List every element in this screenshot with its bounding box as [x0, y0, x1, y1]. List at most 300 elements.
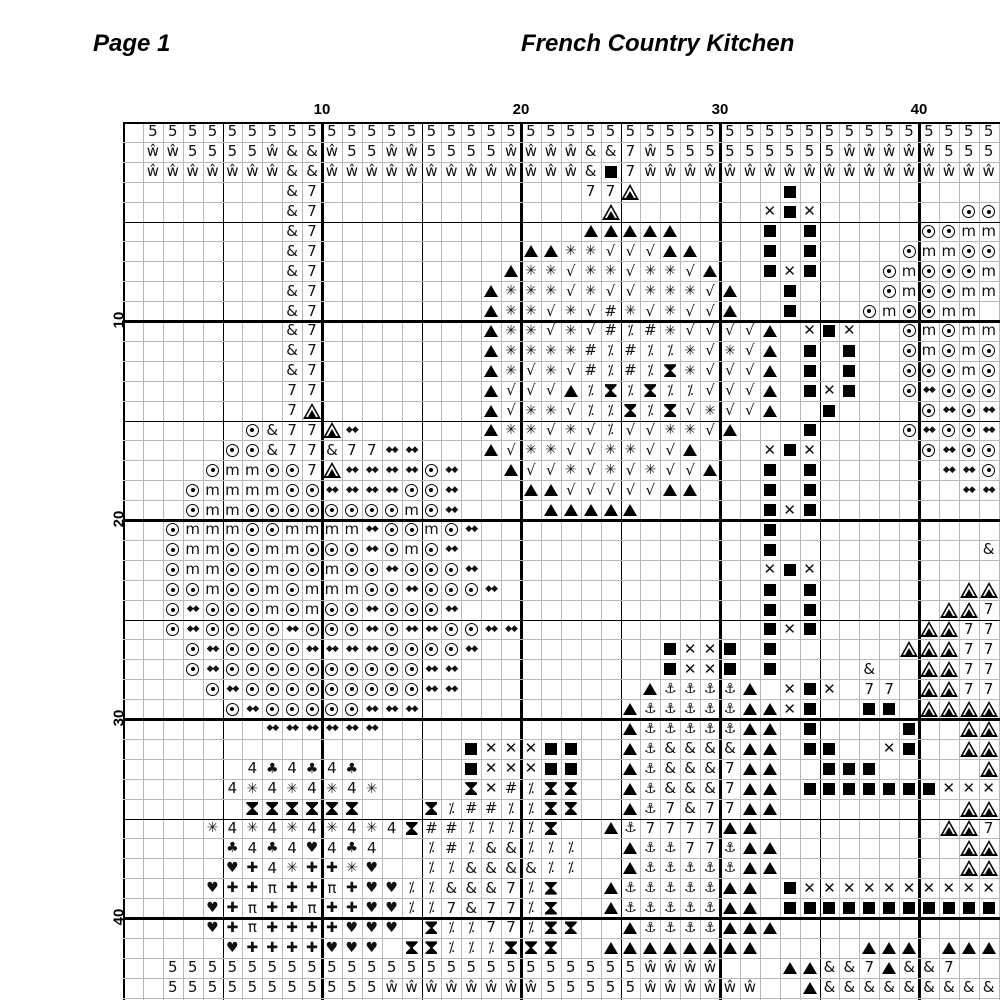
- anchor-icon: ⚓: [644, 840, 657, 857]
- symbol-w-hat: ŵ: [882, 162, 896, 181]
- dotted-circle-icon: [461, 620, 481, 640]
- double-diamond-icon: ◆◆: [505, 623, 517, 634]
- filled-square-icon: [839, 341, 859, 361]
- dotted-circle-icon: [223, 600, 243, 620]
- dotted-circle-icon: [203, 600, 223, 620]
- filled-triangle-icon: [760, 401, 780, 421]
- filled-triangle-icon: [660, 480, 680, 500]
- symbol-5: 5: [267, 958, 278, 977]
- symbol-w-hat: ŵ: [564, 162, 577, 181]
- symbol-ampersand: &: [286, 221, 298, 240]
- filled-square-icon: [879, 699, 899, 719]
- symbol-5: 5: [983, 142, 994, 161]
- cross-icon: ✕: [484, 739, 498, 758]
- asterisk-icon: ✳: [544, 442, 557, 459]
- filled-triangle-icon: [481, 301, 501, 321]
- hash-icon: #: [644, 321, 657, 340]
- dotted-circle-icon: [322, 699, 342, 719]
- double-diamond-icon: ◆◆: [405, 703, 418, 714]
- checkmark-icon: √: [526, 361, 536, 380]
- filled-square-icon: [820, 779, 840, 799]
- dotted-circle-icon: [342, 600, 362, 620]
- dotted-circle-icon: [183, 639, 203, 659]
- hourglass-icon: [621, 401, 641, 421]
- hourglass-icon: [541, 779, 561, 799]
- filled-square-icon: [919, 779, 939, 799]
- hourglass-icon: [561, 799, 581, 819]
- symbol-5: 5: [944, 142, 954, 161]
- dotted-circle-icon: [302, 699, 322, 719]
- filled-triangle-icon: [680, 440, 700, 460]
- filled-square-icon: [760, 600, 780, 620]
- filled-square-icon: [760, 500, 780, 520]
- double-diamond-icon: ◆◆: [345, 723, 358, 734]
- symbol-7: 7: [725, 759, 735, 778]
- symbol-5: 5: [386, 122, 397, 141]
- dotted-circle-icon: [262, 679, 282, 699]
- symbol-5: 5: [426, 142, 437, 161]
- symbol-7: 7: [307, 221, 317, 240]
- dotted-circle-icon: [342, 500, 362, 520]
- double-diamond-icon: ◆◆: [425, 683, 438, 694]
- dotted-circle-icon: [282, 659, 302, 679]
- filled-triangle-icon: [561, 500, 581, 520]
- symbol-5: 5: [267, 978, 278, 997]
- anchor-icon: ⚓: [663, 701, 677, 718]
- cross-icon: ✕: [962, 779, 976, 798]
- filled-triangle-icon: [760, 838, 780, 858]
- symbol-w-hat: ŵ: [385, 162, 398, 181]
- filled-triangle-icon: [621, 719, 641, 739]
- hash-icon: #: [584, 361, 597, 380]
- symbol-w-hat: ŵ: [982, 162, 995, 181]
- outlined-triangle-icon: [979, 719, 999, 739]
- dotted-circle-icon: [441, 520, 461, 540]
- symbol-m: m: [205, 480, 220, 499]
- grid-line: [879, 122, 880, 1000]
- percent-icon: ⁒: [408, 880, 415, 897]
- asterisk-icon: ✳: [286, 780, 298, 797]
- plus-icon: ✚: [266, 919, 279, 936]
- asterisk-icon: ✳: [525, 283, 537, 300]
- filled-triangle-icon: [501, 460, 521, 480]
- symbol-m: m: [981, 281, 996, 300]
- symbol-5: 5: [864, 122, 875, 141]
- dotted-circle-icon: [422, 460, 442, 480]
- outlined-triangle-icon: [959, 600, 979, 620]
- outlined-triangle-icon: [959, 819, 979, 839]
- hash-icon: #: [624, 341, 637, 360]
- checkmark-icon: √: [665, 440, 676, 459]
- heart-icon: ♥: [365, 939, 379, 956]
- trefoil-icon: ♣: [345, 760, 359, 777]
- filled-triangle-icon: [700, 261, 720, 281]
- symbol-m: m: [185, 560, 200, 579]
- filled-triangle-icon: [680, 938, 700, 958]
- filled-triangle-icon: [561, 381, 581, 401]
- dotted-circle-icon: [362, 659, 382, 679]
- symbol-4: 4: [366, 838, 377, 857]
- hash-icon: #: [624, 361, 637, 380]
- symbol-m: m: [981, 221, 996, 240]
- checkmark-icon: √: [665, 460, 676, 479]
- symbol-7: 7: [287, 401, 297, 420]
- symbol-ampersand: &: [266, 440, 279, 459]
- filled-square-icon: [820, 321, 840, 341]
- symbol-5: 5: [844, 122, 855, 141]
- double-diamond-icon: ◆◆: [365, 464, 378, 475]
- anchor-icon: ⚓: [703, 701, 717, 718]
- symbol-m: m: [264, 480, 280, 499]
- dotted-circle-icon: [919, 361, 939, 381]
- dotted-circle-icon: [322, 620, 342, 640]
- filled-triangle-icon: [640, 679, 660, 699]
- symbol-w-hat: ŵ: [823, 162, 836, 181]
- asterisk-icon: ✳: [544, 263, 557, 280]
- grid-line: [123, 182, 1000, 183]
- symbol-w-hat: ŵ: [325, 162, 339, 181]
- symbol-7: 7: [307, 261, 317, 280]
- percent-icon: ⁒: [607, 342, 614, 359]
- double-diamond-icon: ◆◆: [445, 464, 458, 475]
- outlined-triangle-icon: [979, 799, 999, 819]
- filled-triangle-icon: [680, 480, 700, 500]
- dotted-circle-icon: [322, 500, 342, 520]
- asterisk-icon: ✳: [505, 303, 517, 320]
- dotted-circle-icon: [242, 520, 262, 540]
- filled-triangle-icon: [740, 918, 760, 938]
- symbol-7: 7: [963, 679, 974, 698]
- dotted-circle-icon: [959, 261, 979, 281]
- hourglass-icon: [461, 779, 481, 799]
- checkmark-icon: √: [705, 341, 715, 360]
- heart-icon: ♥: [385, 900, 398, 917]
- symbol-5: 5: [685, 142, 695, 161]
- filled-triangle-icon: [541, 480, 561, 500]
- asterisk-icon: ✳: [564, 462, 577, 479]
- symbol-w-hat: ŵ: [644, 958, 657, 977]
- percent-icon: ⁒: [448, 860, 455, 877]
- plus-icon: ✚: [345, 900, 358, 917]
- dotted-circle-icon: [899, 301, 919, 321]
- symbol-w-hat: ŵ: [524, 142, 538, 161]
- heart-icon: ♥: [226, 939, 239, 956]
- row-number-label: 30: [110, 709, 128, 727]
- symbol-w-hat: ŵ: [664, 978, 677, 997]
- dotted-circle-icon: [422, 500, 442, 520]
- symbol-ampersand: &: [704, 779, 716, 798]
- symbol-w-hat: ŵ: [843, 142, 856, 161]
- outlined-triangle-icon: [322, 460, 342, 480]
- double-diamond-icon: ◆◆: [425, 663, 438, 674]
- symbol-ampersand: &: [326, 440, 338, 459]
- dotted-circle-icon: [422, 600, 442, 620]
- double-diamond-icon: ◆◆: [942, 444, 955, 455]
- dotted-circle-icon: [422, 560, 442, 580]
- double-diamond-icon: ◆◆: [365, 604, 378, 615]
- double-diamond-icon: ◆◆: [266, 723, 279, 734]
- pattern-title: French Country Kitchen: [521, 30, 795, 57]
- symbol-5: 5: [446, 122, 457, 141]
- checkmark-icon: √: [685, 401, 695, 420]
- percent-icon: ⁒: [547, 860, 554, 877]
- dotted-circle-icon: [939, 421, 959, 441]
- percent-icon: ⁒: [647, 402, 654, 419]
- heart-icon: ♥: [365, 900, 379, 917]
- filled-triangle-icon: [700, 460, 720, 480]
- filled-triangle-icon: [621, 858, 641, 878]
- symbol-m: m: [264, 580, 280, 599]
- symbol-7: 7: [963, 619, 974, 638]
- filled-triangle-icon: [879, 958, 899, 978]
- symbol-5: 5: [247, 978, 258, 997]
- filled-square-icon: [820, 401, 840, 421]
- percent-icon: ⁒: [448, 800, 455, 817]
- checkmark-icon: √: [565, 440, 576, 459]
- asterisk-icon: ✳: [286, 860, 298, 877]
- anchor-icon: ⚓: [663, 900, 677, 917]
- pi-icon: π: [307, 898, 317, 917]
- symbol-w-hat: ŵ: [425, 162, 438, 181]
- filled-triangle-icon: [601, 938, 621, 958]
- symbol-ampersand: &: [286, 202, 298, 221]
- dotted-circle-icon: [282, 480, 302, 500]
- dotted-circle-icon: [282, 639, 302, 659]
- double-diamond-icon: ◆◆: [982, 484, 995, 495]
- asterisk-icon: ✳: [505, 422, 517, 439]
- symbol-7: 7: [307, 202, 317, 221]
- double-diamond-icon: ◆◆: [982, 424, 995, 435]
- symbol-5: 5: [287, 978, 297, 997]
- symbol-ampersand: &: [266, 420, 279, 439]
- symbol-m: m: [901, 261, 917, 280]
- filled-square-icon: [839, 898, 859, 918]
- hash-icon: #: [425, 818, 438, 837]
- double-diamond-icon: ◆◆: [186, 604, 199, 615]
- double-diamond-icon: ◆◆: [326, 723, 338, 734]
- symbol-7: 7: [446, 898, 457, 917]
- cross-icon: ✕: [484, 779, 498, 798]
- symbol-w-hat: ŵ: [445, 162, 458, 181]
- filled-triangle-icon: [481, 321, 501, 341]
- filled-square-icon: [899, 898, 919, 918]
- dotted-circle-icon: [859, 301, 879, 321]
- asterisk-icon: ✳: [544, 283, 557, 300]
- symbol-5: 5: [486, 142, 496, 161]
- anchor-icon: ⚓: [683, 720, 697, 737]
- hash-icon: #: [464, 799, 478, 818]
- hourglass-icon: [561, 918, 581, 938]
- asterisk-icon: ✳: [664, 422, 677, 439]
- dotted-circle-icon: [899, 361, 919, 381]
- symbol-5: 5: [705, 122, 715, 141]
- double-diamond-icon: ◆◆: [385, 484, 398, 495]
- symbol-w-hat: ŵ: [723, 162, 737, 181]
- asterisk-icon: ✳: [664, 263, 677, 280]
- symbol-w-hat: ŵ: [166, 162, 179, 181]
- checkmark-icon: √: [725, 361, 735, 380]
- symbol-5: 5: [625, 958, 636, 977]
- asterisk-icon: ✳: [246, 820, 259, 837]
- asterisk-icon: ✳: [664, 322, 677, 339]
- filled-triangle-icon: [879, 938, 899, 958]
- filled-square-icon: [859, 759, 879, 779]
- filled-square-icon: [879, 779, 899, 799]
- cross-icon: ✕: [763, 560, 777, 579]
- dotted-circle-icon: [242, 679, 262, 699]
- symbol-ampersand: &: [445, 878, 458, 897]
- asterisk-icon: ✳: [564, 422, 577, 439]
- dotted-circle-icon: [879, 281, 899, 301]
- hourglass-icon: [660, 401, 680, 421]
- dotted-circle-icon: [262, 500, 282, 520]
- filled-triangle-icon: [760, 799, 780, 819]
- checkmark-icon: √: [585, 420, 596, 439]
- asterisk-icon: ✳: [644, 263, 657, 280]
- plus-icon: ✚: [246, 860, 259, 877]
- dotted-circle-icon: [302, 560, 322, 580]
- dotted-circle-icon: [939, 341, 959, 361]
- symbol-5: 5: [347, 958, 357, 977]
- filled-square-icon: [760, 520, 780, 540]
- symbol-w-hat: ŵ: [922, 162, 936, 181]
- symbol-7: 7: [665, 799, 676, 818]
- cross-icon: ✕: [803, 202, 816, 221]
- filled-square-icon: [899, 739, 919, 759]
- filled-square-icon: [461, 739, 481, 759]
- filled-triangle-icon: [740, 878, 760, 898]
- filled-square-icon: [800, 600, 820, 620]
- filled-triangle-icon: [621, 779, 641, 799]
- heart-icon: ♥: [365, 860, 379, 877]
- asterisk-icon: ✳: [664, 303, 677, 320]
- outlined-triangle-icon: [939, 639, 959, 659]
- plus-icon: ✚: [286, 880, 298, 897]
- symbol-7: 7: [605, 182, 616, 201]
- dotted-circle-icon: [939, 222, 959, 242]
- symbol-ampersand: &: [883, 978, 895, 997]
- checkmark-icon: √: [645, 440, 656, 459]
- hourglass-icon: [262, 799, 282, 819]
- checkmark-icon: √: [625, 281, 636, 300]
- filled-square-icon: [839, 759, 859, 779]
- symbol-5: 5: [426, 958, 437, 977]
- plus-icon: ✚: [306, 880, 318, 897]
- symbol-5: 5: [466, 142, 477, 161]
- symbol-5: 5: [824, 122, 835, 141]
- anchor-icon: ⚓: [723, 681, 737, 698]
- symbol-5: 5: [287, 122, 297, 141]
- dotted-circle-icon: [302, 500, 322, 520]
- grid-line: [839, 122, 840, 1000]
- asterisk-icon: ✳: [505, 342, 517, 359]
- checkmark-icon: √: [625, 420, 636, 439]
- anchor-icon: ⚓: [683, 919, 697, 936]
- checkmark-icon: √: [745, 341, 755, 360]
- asterisk-icon: ✳: [684, 362, 696, 379]
- checkmark-icon: √: [565, 361, 576, 380]
- symbol-7: 7: [506, 878, 516, 897]
- filled-triangle-icon: [720, 878, 740, 898]
- filled-triangle-icon: [740, 759, 760, 779]
- filled-square-icon: [760, 222, 780, 242]
- hourglass-icon: [541, 819, 561, 839]
- dotted-circle-icon: [422, 639, 442, 659]
- symbol-m: m: [324, 560, 340, 579]
- filled-triangle-icon: [621, 739, 641, 759]
- symbol-5: 5: [366, 142, 377, 161]
- row-number-label: 20: [110, 510, 128, 528]
- percent-icon: ⁒: [527, 900, 535, 917]
- hash-icon: #: [484, 799, 498, 818]
- symbol-5: 5: [406, 122, 417, 141]
- checkmark-icon: √: [546, 381, 556, 400]
- filled-triangle-icon: [720, 281, 740, 301]
- symbol-m: m: [981, 261, 996, 280]
- symbol-m: m: [941, 241, 957, 260]
- filled-square-icon: [839, 361, 859, 381]
- symbol-7: 7: [506, 918, 516, 937]
- checkmark-icon: √: [585, 321, 596, 340]
- double-diamond-icon: ◆◆: [405, 464, 418, 475]
- filled-square-icon: [760, 460, 780, 480]
- filled-square-icon: [839, 779, 859, 799]
- filled-triangle-icon: [740, 819, 760, 839]
- heart-icon: ♥: [365, 919, 379, 936]
- filled-square-icon: [800, 361, 820, 381]
- symbol-7: 7: [983, 679, 994, 698]
- symbol-5: 5: [884, 122, 894, 141]
- symbol-ampersand: &: [843, 958, 856, 977]
- asterisk-icon: ✳: [544, 342, 557, 359]
- symbol-w-hat: ŵ: [146, 162, 159, 181]
- filled-square-icon: [541, 759, 561, 779]
- hourglass-icon: [402, 819, 422, 839]
- checkmark-icon: √: [705, 361, 715, 380]
- anchor-icon: ⚓: [663, 681, 677, 698]
- dotted-circle-icon: [223, 560, 243, 580]
- dotted-circle-icon: [223, 540, 243, 560]
- anchor-icon: ⚓: [703, 860, 717, 877]
- outlined-triangle-icon: [959, 739, 979, 759]
- filled-triangle-icon: [700, 938, 720, 958]
- dotted-circle-icon: [262, 699, 282, 719]
- symbol-5: 5: [287, 958, 297, 977]
- dotted-circle-icon: [899, 381, 919, 401]
- dotted-circle-icon: [282, 600, 302, 620]
- anchor-icon: ⚓: [644, 780, 657, 797]
- symbol-7: 7: [506, 898, 516, 917]
- symbol-ampersand: &: [286, 301, 298, 320]
- symbol-5: 5: [327, 958, 337, 977]
- checkmark-icon: √: [725, 401, 735, 420]
- symbol-w-hat: ŵ: [544, 162, 557, 181]
- dotted-circle-icon: [441, 639, 461, 659]
- filled-triangle-icon: [740, 898, 760, 918]
- symbol-m: m: [921, 341, 937, 360]
- outlined-triangle-icon: [959, 719, 979, 739]
- percent-icon: ⁒: [647, 362, 654, 379]
- checkmark-icon: √: [585, 440, 596, 459]
- filled-square-icon: [760, 639, 780, 659]
- filled-square-icon: [760, 659, 780, 679]
- symbol-w-hat: ŵ: [683, 162, 697, 181]
- asterisk-icon: ✳: [564, 322, 577, 339]
- filled-triangle-icon: [621, 938, 641, 958]
- asterisk-icon: ✳: [525, 442, 537, 459]
- symbol-5: 5: [187, 958, 198, 977]
- checkmark-icon: √: [685, 321, 695, 340]
